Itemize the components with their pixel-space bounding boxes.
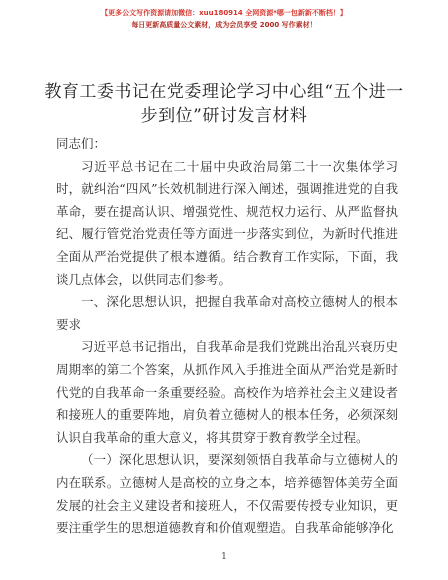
page-number: 1: [221, 552, 227, 562]
document-body: [56, 133, 398, 540]
paragraph-section-1: 习近平总书记指出，自我革命是我们党跳出治乱兴衰历史周期率的第二个答案，从抓作风入手推进全面从严治党是新时代党的自我革命一条重要经验。高校作为培养社会主义建设者和接班人的重要阵地，肩负着立德树人的根本任务，必须深刻认识自我革命的重大意义，将其贯穿于教育教学全过程。: [56, 339, 398, 445]
salutation: 同志们：: [56, 136, 107, 151]
promo-banner-line-1: 【更多公文写作资源请加微信：xuu180914 全网资源*哪一包新新不断档！】: [101, 9, 347, 17]
promo-banner-line-2: 每日更新高质量公文素材，成为会员享受 2000 写作素材！: [131, 21, 317, 29]
promo-banner: [0, 7, 448, 31]
paragraph-subsection-1: （一）深化思想认识，要深刻领悟自我革命与立德树人的内在联系。立德树人是高校的立身之本，培养德智体美劳全面发展的社会主义建设者和接班人，不仅需要传授专业知识，更要注重学生的思想道德教育和价值观塑造。自我革命能够净化: [56, 452, 398, 536]
section-heading-1: 一、深化思想认识，把握自我革命对高校立德树人的根本要求: [56, 294, 398, 332]
paragraph-intro: 习近平总书记在二十届中央政治局第二十一次集体学习时，就纠治“四风”长效机制进行深入阐述，强调推进党的自我革命，要在提高认识、增强党性、规范权力运行、从严监督执纪、履行管党治党责任等方面进一步落实到位，为新时代推进全面从严治党提供了根本遵循。结合教育工作实际，下面，我谈几点体会，以供同志们参考。: [56, 158, 398, 287]
document-title: 教育工委书记在党委理论学习中心组“五个进一步到位”研讨发言材料: [44, 82, 404, 126]
